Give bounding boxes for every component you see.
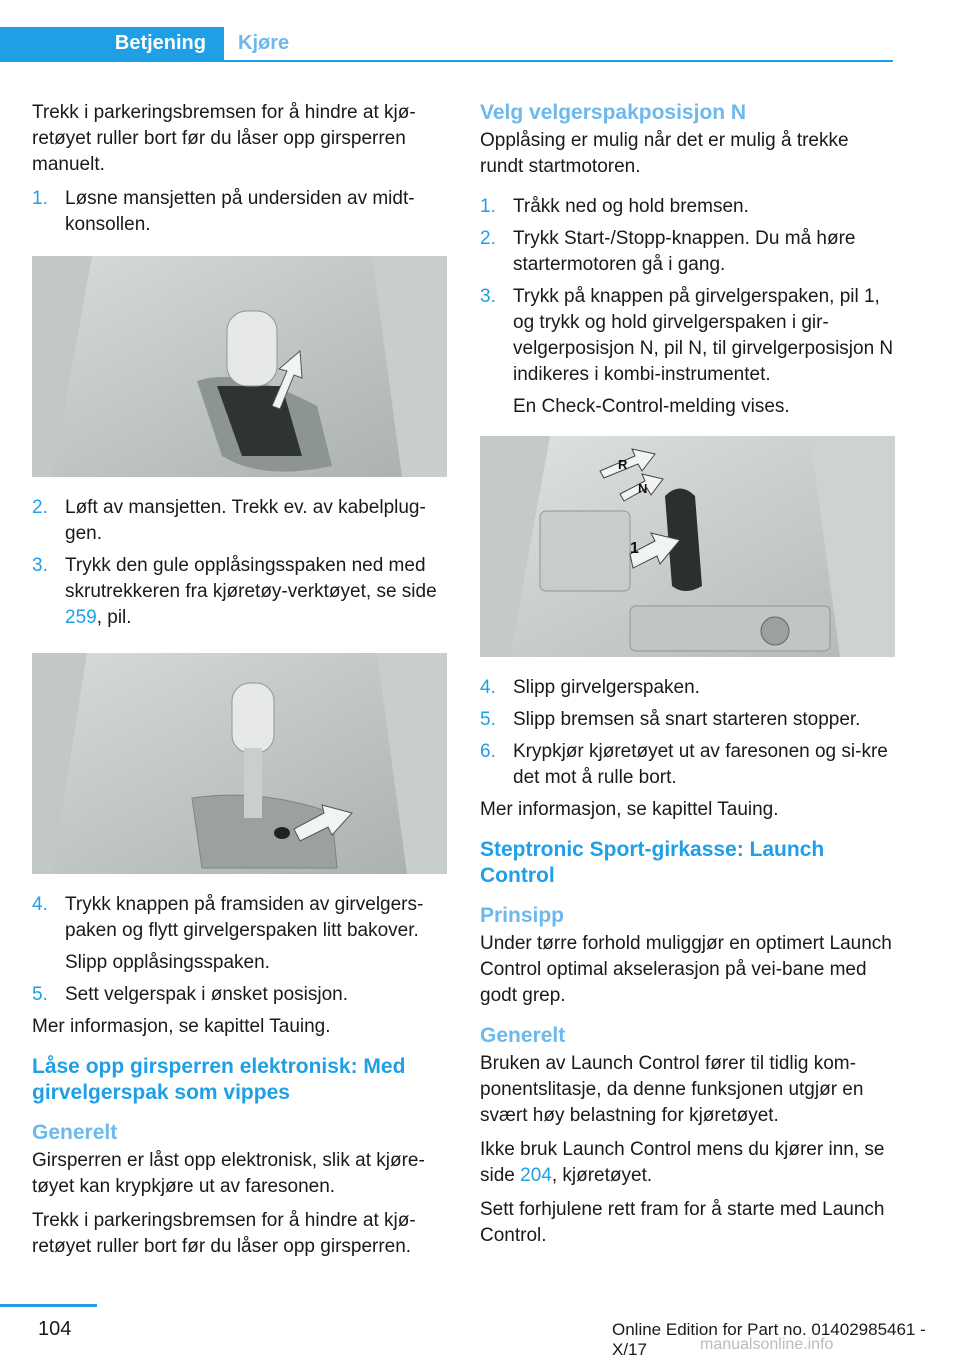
figure-label-r: R: [618, 457, 628, 472]
step-number: 3.: [480, 286, 496, 307]
list-item: [32, 553, 448, 631]
figure-console-boot: [32, 256, 447, 477]
step-note: Slipp opplåsingsspaken.: [65, 952, 270, 973]
figure-label-n: N: [638, 481, 648, 496]
step-text: Sett velgerspak i ønsket posisjon.: [65, 984, 349, 1005]
tab-betjening[interactable]: Betjening: [0, 27, 224, 60]
list-item: [480, 707, 896, 733]
step-text: Trykk Start-/Stopp-knappen. Du må høre startermotoren gå i gang.: [513, 228, 856, 275]
left-column: [32, 100, 448, 1268]
step-text: Løsne mansjetten på undersiden av midt‐konsollen.: [65, 188, 415, 235]
figure-label-1: 1: [630, 540, 639, 557]
step-note: En Check-Control-melding vises.: [513, 396, 790, 417]
step-number: 2.: [32, 497, 48, 518]
step-text: Krypkjør kjøretøyet ut av faresonen og si‐kre det mot å rulle bort.: [513, 741, 888, 788]
page-link[interactable]: 259: [65, 607, 97, 628]
step-number: 6.: [480, 741, 496, 762]
subsection-title: Generelt: [480, 1024, 566, 1047]
subsection-title: Prinsipp: [480, 904, 565, 927]
more-info: Mer informasjon, se kapittel Tauing.: [480, 799, 779, 820]
step-number: 5.: [32, 984, 48, 1005]
paragraph: Sett forhjulene rett fram for å starte med Launch Control.: [480, 1199, 885, 1246]
step-number: 3.: [32, 555, 48, 576]
page-link[interactable]: 204: [520, 1165, 552, 1186]
figure-unlock-lever: [32, 653, 447, 874]
page-number: 104: [38, 1318, 72, 1340]
right-column: [480, 100, 896, 1257]
subsection-title: Velg velgerspakposisjon N: [480, 101, 747, 124]
watermark: manualsonline.info: [700, 1336, 834, 1353]
list-item: [480, 675, 896, 701]
paragraph: Girsperren er låst opp elektronisk, slik at kjøre‐tøyet kan krypkjøre ut av faresonen.: [32, 1150, 425, 1197]
page-header: [0, 0, 893, 63]
step-text: Slipp bremsen så snart starteren stopper.: [513, 709, 861, 730]
section-title: Steptronic Sport-girkasse: Launch Control: [480, 838, 825, 887]
step-text: Trykk på knappen på girvelgerspaken, pil 1, og trykk og hold girvelgerspaken i gir‐velgerposisjon N, pil N, til girvelgerposisjon N indikeres i kombi-instrumentet.: [513, 286, 894, 385]
step-number: 5.: [480, 709, 496, 730]
section-title: Låse opp girsperren elektronisk: Med girvelgerspak som vippes: [32, 1055, 406, 1104]
paragraph: Bruken av Launch Control fører til tidlig kom‐ponentslitasje, da denne funksjonen utgjør en svært høy belastning for kjøretøyet.: [480, 1053, 864, 1126]
edition-note: Online Edition for Part no. 01402985461 - X/17: [612, 1320, 926, 1359]
step-text: Slipp girvelgerspaken.: [513, 677, 700, 698]
list-item: [32, 495, 448, 547]
footer-divider: [0, 1304, 97, 1307]
step-number: 4.: [480, 677, 496, 698]
intro-paragraph: Trekk i parkeringsbremsen for å hindre at kjø‐retøyet ruller bort før du låser opp girsperren manuelt.: [32, 102, 416, 175]
figure-gear-selector: [480, 436, 895, 657]
step-number: 2.: [480, 228, 496, 249]
more-info: Mer informasjon, se kapittel Tauing.: [32, 1016, 331, 1037]
step-text: Løft av mansjetten. Trekk ev. av kabelplug‐gen.: [65, 497, 426, 544]
step-number: 1.: [480, 196, 496, 217]
list-item: [480, 284, 896, 388]
list-item: [32, 892, 448, 944]
step-number: 1.: [32, 188, 48, 209]
list-item: [480, 226, 896, 278]
step-text: Trykk knappen på framsiden av girvelgers‐paken og flytt girvelgerspaken litt bakover.: [65, 894, 424, 941]
list-item: [480, 194, 896, 220]
subsection-title: Generelt: [32, 1121, 118, 1144]
step-number: 4.: [32, 894, 48, 915]
step-text: Trykk den gule opplåsingsspaken ned med skrutrekkeren fra kjøretøy-verktøyet, se side 259, pil.: [65, 555, 437, 628]
tab-kjore[interactable]: Kjøre: [238, 32, 290, 54]
intro-paragraph: Opplåsing er mulig når det er mulig å trekke rundt startmotoren.: [480, 130, 849, 177]
list-item: [32, 186, 448, 238]
paragraph: Trekk i parkeringsbremsen for å hindre at kjø‐retøyet ruller bort før du låser opp girsperren.: [32, 1210, 416, 1257]
paragraph: Ikke bruk Launch Control mens du kjører inn, se side 204, kjøretøyet.: [480, 1139, 885, 1186]
header-divider: [0, 60, 893, 62]
step-text: Tråkk ned og hold bremsen.: [513, 196, 749, 217]
list-item: [32, 982, 448, 1008]
paragraph: Under tørre forhold muliggjør en optimert Launch Control optimal akselerasjon på vei‐bane med godt grep.: [480, 933, 892, 1006]
list-item: [480, 739, 896, 791]
